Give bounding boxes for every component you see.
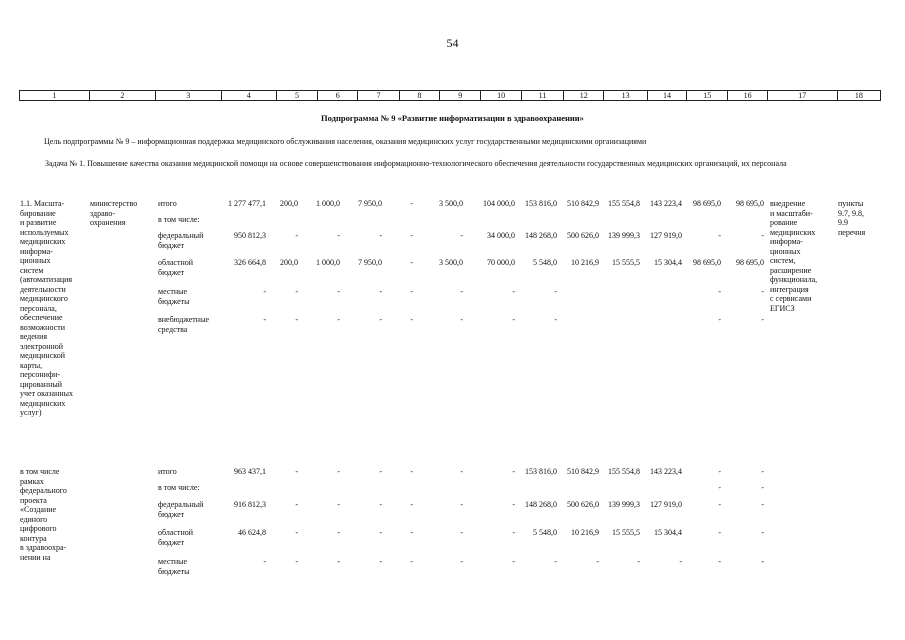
block1-cell: 10 216,9 [571,258,599,267]
block2-cell: - [295,557,298,566]
block2-cell: - [512,557,515,566]
block2-cell: - [637,557,640,566]
block1-cell: 950 812,3 [234,231,266,240]
block2-cell: 5 548,0 [533,528,557,537]
block1-cell: - [512,287,515,296]
block2-cell: - [295,500,298,509]
header-col-14: 14 [648,91,687,100]
block1-cell: - [379,231,382,240]
block2-cell: - [718,483,721,492]
block1-cell: - [410,315,413,324]
block1-cell: 500 626,0 [567,231,599,240]
task-description: Задача № 1. Повышение качества оказания медицинской помощи на основе совершенствования информационно-технологического обеспечения деятельности государственных медицинских организаций, их персонала [45,159,787,168]
header-col-10: 10 [481,91,521,100]
block2-cell: 10 216,9 [571,528,599,537]
block2-cell: - [337,467,340,476]
block2-row-label: областной бюджет [158,528,194,547]
block1-cell: - [761,315,764,324]
block1-cell: 1 277 477,1 [228,199,266,208]
block2-cell: 15 555,5 [612,528,640,537]
block2-row-label: итого [158,467,177,476]
block1-cell: - [554,315,557,324]
block1-cell: 510 842,9 [567,199,599,208]
block2-activity-name: в том числе рамках федерального проекта «Создание единого цифрового контура в здравоохра- нении на [20,467,67,562]
header-col-5: 5 [277,91,318,100]
block1-cell: 1 000,0 [316,199,340,208]
block2-cell: 153 816,0 [525,467,557,476]
block2-row-label: федеральный бюджет [158,500,204,519]
block2-cell: - [295,528,298,537]
block1-cell: - [295,231,298,240]
block1-cell: 3 500,0 [439,199,463,208]
block2-cell: 500 626,0 [567,500,599,509]
header-col-18: 18 [854,91,863,100]
block1-cell: 7 950,0 [358,199,382,208]
block1-cell: - [554,287,557,296]
block1-cell: - [410,199,413,208]
block2-cell: - [718,500,721,509]
block1-cell: - [718,287,721,296]
block1-cell: - [263,287,266,296]
block2-cell: - [337,500,340,509]
header-col-2: 2 [90,91,156,100]
block1-row-label: итого [158,199,177,208]
header-col-17: 17 [768,91,838,100]
block1-cell: - [295,315,298,324]
block2-cell: 46 624,8 [238,528,266,537]
block1-cell: 98 695,0 [736,199,764,208]
page-number: 54 [446,36,459,50]
block1-cell: - [512,315,515,324]
block1-cell: 7 950,0 [358,258,382,267]
block1-cell: 127 919,0 [650,231,682,240]
block2-cell: - [554,557,557,566]
block1-cell: - [263,315,266,324]
block2-cell: 143 223,4 [650,467,682,476]
block2-cell: 148 268,0 [525,500,557,509]
header-col-12: 12 [564,91,604,100]
block2-cell: - [718,528,721,537]
block2-cell: - [512,500,515,509]
block2-cell: - [460,467,463,476]
header-col-13: 13 [604,91,647,100]
block1-row-label: областной бюджет [158,258,194,277]
header-col-16: 16 [728,91,767,100]
block1-cell: 143 223,4 [650,199,682,208]
block1-cell: 98 695,0 [693,199,721,208]
block1-row-label: в том числе: [158,215,200,224]
header-col-15: 15 [687,91,728,100]
block1-cell: - [410,258,413,267]
block1-cell: 155 554,8 [608,199,640,208]
header-col-9: 9 [440,91,481,100]
block1-cell: 139 999,3 [608,231,640,240]
header-col-11: 11 [522,91,564,100]
block2-cell: - [410,500,413,509]
block1-cell: - [460,287,463,296]
block2-cell: - [761,557,764,566]
block2-row-label: в том числе: [158,483,200,492]
block2-cell: - [263,557,266,566]
header-col-3: 3 [156,91,222,100]
block1-expected-result: внедрение и масштаби- рование медицинских информа- ционных систем, расширение функционала, интеграция с сервисами ЕГИСЗ [770,199,818,313]
block1-cell: - [718,231,721,240]
block1-activity-name: 1.1. Масшта- бирование и развитие используемых медицинских информа- ционных систем (автоматизация деятельности медицинского персонала, обеспечение возможности ведения электронной медицинской карты, персонифи- цированный учет оказанных медицинских услуг) [20,199,74,417]
block2-cell: - [337,528,340,537]
block1-cell: - [460,231,463,240]
block1-cell: 3 500,0 [439,258,463,267]
block2-cell: - [410,557,413,566]
block1-reference: пункты 9.7, 9.8, 9.9 перечня [838,199,866,237]
block1-row-label: внебюджетные средства [158,315,209,334]
subprogram-goal: Цель подпрограммы № 9 – информационная поддержка медицинского обслуживания населения, оказания медицинских услуг государственными медицинскими организациями [44,137,647,146]
block1-cell: 153 816,0 [525,199,557,208]
block2-cell: - [718,467,721,476]
block2-cell: - [512,528,515,537]
block2-cell: - [761,528,764,537]
block2-cell: 155 554,8 [608,467,640,476]
block1-cell: 34 000,0 [487,231,515,240]
block1-row-label: местные бюджеты [158,287,190,306]
block2-cell: - [379,557,382,566]
block1-cell: - [718,315,721,324]
block2-cell: - [460,528,463,537]
block1-cell: 98 695,0 [736,258,764,267]
header-col-1: 1 [20,91,90,100]
subprogram-title: Подпрограмма № 9 «Развитие информатизации в здравоохранении» [321,113,584,123]
block1-cell: 200,0 [280,258,298,267]
block1-cell: - [295,287,298,296]
block1-executor: министерство здраво- охранения [90,199,138,227]
block1-row-label: федеральный бюджет [158,231,204,250]
block1-cell: - [761,231,764,240]
block1-cell: 5 548,0 [533,258,557,267]
block1-cell: - [410,287,413,296]
block2-cell: 916 812,3 [234,500,266,509]
header-col-7: 7 [358,91,399,100]
block1-cell: - [337,287,340,296]
block2-cell: 127 919,0 [650,500,682,509]
block1-cell: 15 304,4 [654,258,682,267]
block2-cell: - [460,557,463,566]
block2-cell: - [761,483,764,492]
block2-cell: - [410,528,413,537]
block2-cell: - [460,500,463,509]
block1-cell: 200,0 [280,199,298,208]
column-number-header [19,90,881,101]
block2-cell: 510 842,9 [567,467,599,476]
header-col-8: 8 [400,91,440,100]
block1-cell: 15 555,5 [612,258,640,267]
block1-cell: 104 000,0 [483,199,515,208]
block1-cell: - [337,231,340,240]
block2-cell: 15 304,4 [654,528,682,537]
block2-cell: 139 999,3 [608,500,640,509]
block2-cell: - [761,467,764,476]
block1-cell: - [761,287,764,296]
block2-row-label: местные бюджеты [158,557,190,576]
block1-cell: 1 000,0 [316,258,340,267]
block2-cell: - [410,467,413,476]
block1-cell: - [337,315,340,324]
block1-cell: - [379,315,382,324]
block2-cell: - [295,467,298,476]
block2-cell: - [379,528,382,537]
block1-cell: - [410,231,413,240]
block1-cell: 326 664,8 [234,258,266,267]
block1-cell: 148 268,0 [525,231,557,240]
block1-cell: - [460,315,463,324]
block2-cell: - [337,557,340,566]
block2-cell: - [512,467,515,476]
block2-cell: - [379,500,382,509]
block2-cell: - [379,467,382,476]
block2-cell: - [718,557,721,566]
header-col-4: 4 [222,91,277,100]
block2-cell: - [761,500,764,509]
block1-cell: 98 695,0 [693,258,721,267]
block1-cell: 70 000,0 [487,258,515,267]
block1-cell: - [379,287,382,296]
header-col-6: 6 [318,91,358,100]
block2-cell: 963 437,1 [234,467,266,476]
block2-cell: - [596,557,599,566]
block2-cell: - [679,557,682,566]
